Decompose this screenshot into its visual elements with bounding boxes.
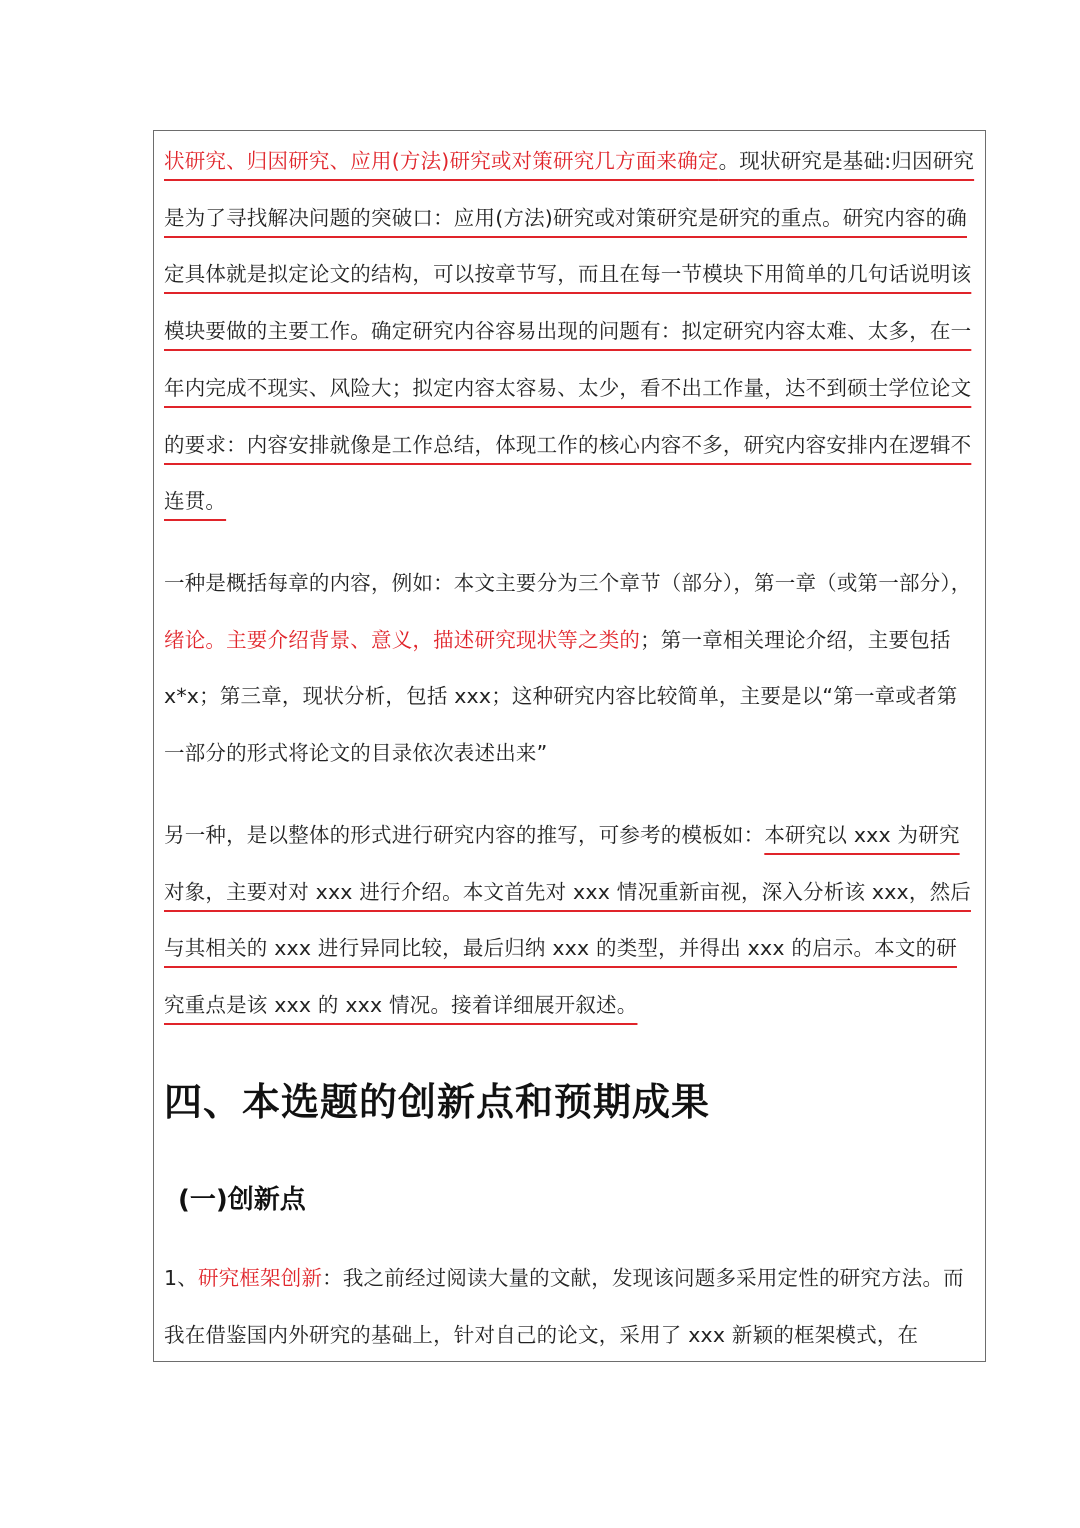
document-frame — [153, 130, 986, 1362]
section-heading: 四、本选题的创新点和预期成果 — [164, 1080, 711, 1124]
plain-text: ；第一章相关理论介绍，主要包括 x*x；第三章，现状分析，包括 xxx；这种研究内容比较简单，主要是以“第一章或者第一部分的形式将论文的目录依次表述出来” — [164, 627, 958, 766]
paragraph-innovation — [164, 1250, 977, 1363]
plain-text: 另一种，是以整体的形式进行研究内容的推写，可参考的模板如： — [164, 823, 765, 847]
red-highlight-text: 绪论。主要介绍背景、意义，描述研究现状等之类的 — [164, 627, 641, 652]
underlined-text: 本研究以 xxx 为研究对象，主要对对 xxx 进行介绍。本文首先对 xxx 情况重新亩视，深入分析该 xxx，然后与其相关的 xxx 进行异同比较，最后归纳 xxx 的类型，并得出 xxx 的启示。本文的研究重点是该 xxx 的 xxx 情况。接着详细展开叙述。 — [164, 823, 971, 1018]
underlined-text: 。现状研究是基础:归因研究是为了寻找解决问题的突破口：应用(方法)研究或对策研究是研究的重点。研究内容的确定具体就是拟定论文的结构，可以按章节写，而且在每一节模块下用简单的几句话说明该模块要做的主要工作。确定研究内谷容易出现的问题有：拟定研究内容太难、太多，在一年内完成不现实、风险大；拟定内容太容易、太少，看不出工作量，达不到硕士学位论文的要求：内容安排就像是工作总结，体现工作的核心内容不多，研究内容安排内在逻辑不连贯。 — [164, 149, 975, 514]
paragraph-overall-form — [164, 807, 977, 1034]
list-number: 1、 — [164, 1266, 198, 1290]
paragraph-research-content — [164, 133, 977, 530]
subsection-heading: (一)创新点 — [178, 1185, 306, 1215]
plain-text: ：我之前经过阅读大量的文献，发现该问题多采用定性的研究方法。而我在借鉴国内外研究的基础上，针对自己的论文，采用了 xxx 新颖的框架模式，在 — [164, 1266, 964, 1347]
paragraph-chapter-summary — [164, 555, 977, 782]
plain-text: 一种是概括每章的内容，例如：本文主要分为三个章节（部分），第一章（或第一部分）， — [164, 571, 972, 595]
red-lead-text: 状研究、归因研究、应用(方法)研究或对策研究几方面来确定 — [164, 149, 719, 173]
red-highlight-text: 研究框架创新 — [197, 1266, 323, 1290]
